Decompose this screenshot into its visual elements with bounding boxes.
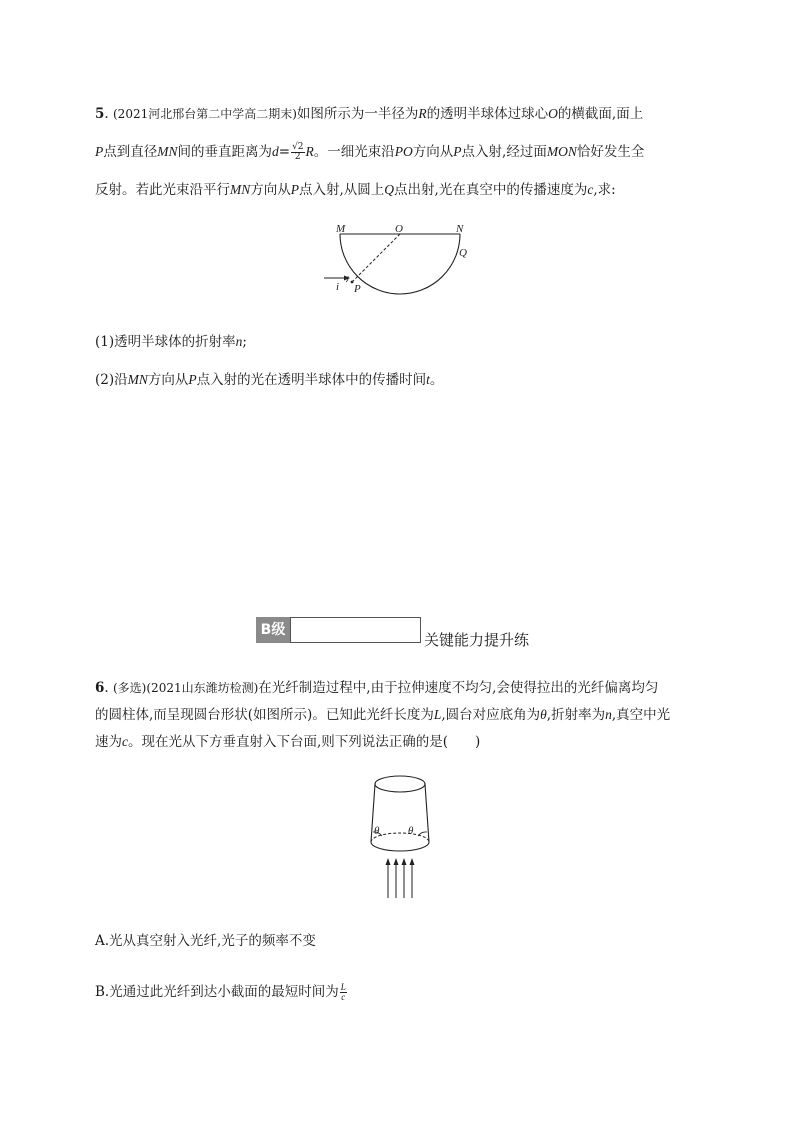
fiber-cone-figure [360, 770, 440, 902]
q5-var: O [548, 106, 558, 121]
arrow-icon [402, 858, 407, 865]
hemisphere-figure [320, 218, 480, 302]
label-n: N [456, 223, 464, 235]
q5-text: ; [242, 334, 247, 350]
q6-tag: (多选) [113, 681, 147, 695]
q5-text: 方向从 [250, 182, 291, 198]
light-arrows [386, 858, 415, 898]
level-badge: B级 [256, 617, 290, 643]
q5-var: P [290, 182, 299, 197]
bottom-front-arc [371, 842, 429, 851]
level-badge-box [290, 617, 421, 643]
point-p-dot [351, 281, 354, 284]
q5-text: = [278, 144, 291, 160]
dashed-ray-po [352, 234, 400, 282]
q5-var: c [587, 182, 594, 197]
q5-var: P [95, 144, 104, 159]
q6-text: 。现在光从下方垂直射入下台面,则下列说法正确的是( ) [128, 734, 481, 750]
q5-var: MN [127, 372, 148, 387]
label-o: O [395, 223, 403, 235]
q5-var: P [453, 144, 462, 159]
q5-source: (2021河北邢台第二中学高二期末) [113, 107, 297, 121]
q5-text: 反射。若此光束沿平行 [95, 182, 230, 198]
q5-text: (1)透明半球体的折射率 [95, 334, 236, 350]
q6-var: L [433, 707, 442, 722]
incident-arrow-icon [344, 276, 350, 281]
q5-text: 方向从 [412, 144, 454, 160]
q5-var: MN [157, 144, 178, 159]
q6-line-2 [95, 703, 670, 723]
bottom-back-arc [371, 833, 429, 842]
q6-text: 在光纤制造过程中,由于拉伸速度不均匀,会使得拉出的光纤偏离均匀 [258, 680, 659, 696]
q6-text: B.光通过此光纤到达小截面的最短时间为 [95, 984, 339, 1000]
q5-var: Q [384, 182, 395, 197]
q5-var: MN [230, 182, 251, 197]
q5-text: 。一细光束沿 [313, 144, 395, 160]
label-q: Q [459, 247, 467, 259]
q6-option-b [95, 980, 348, 1002]
q5-var: P [188, 372, 197, 387]
q6-var: c [122, 734, 128, 749]
q6-var: n [605, 707, 612, 722]
label-i: i [336, 281, 340, 293]
q5-var: MON [546, 144, 577, 159]
label-theta-right: θ [408, 825, 414, 837]
q5-line-2 [95, 140, 644, 162]
q5-line-1: 5. (2021河北邢台第二中学高二期末)如图所示为一半径为R的透明半球体过球心O的横截面,面上 [95, 106, 644, 122]
q5-text: 点入射,从圆上 [299, 182, 385, 198]
q5-var: n [235, 334, 243, 349]
q5-text: 的横截面,面上 [557, 106, 644, 122]
q5-text: 间的垂直距离为 [177, 144, 272, 160]
q5-text: 的透明半球体过球心 [426, 106, 549, 122]
q5-text: 恰好发生全 [576, 144, 645, 160]
q5-sub1 [95, 330, 247, 350]
q5-text: 如图所示为一半径为 [296, 106, 419, 122]
q6-text: ,圆台对应底角为 [441, 707, 541, 723]
q5-text: 。 [429, 372, 444, 388]
sqrt2-over-2-fraction: $\frac{√2}{2}$ [292, 142, 304, 162]
q6-text: 速为 [95, 734, 122, 750]
q6-option-a: A.光从真空射入光纤,光子的频率不变 [95, 933, 316, 949]
arrow-icon [394, 858, 399, 865]
q6-number: 6 [95, 680, 105, 696]
label-theta-left: θ [374, 825, 380, 837]
q5-var: d [272, 144, 279, 159]
q5-var: R [418, 106, 427, 121]
q6-source: (2021山东潍坊检测) [146, 681, 259, 695]
q6-text: ,折射率为 [546, 707, 606, 723]
q5-text: ,求: [593, 182, 616, 198]
q5-line-3 [95, 178, 616, 198]
right-side [425, 784, 429, 842]
label-m: M [336, 223, 346, 235]
label-p: P [354, 283, 361, 295]
l-over-c-fraction: $\frac{L}{c}$ [340, 982, 346, 1002]
q5-text: 点出射,光在真空中的传播速度为 [394, 182, 588, 198]
q5-text: 点入射的光在透明半球体中的传播时间 [196, 372, 427, 388]
q6-line-1: 6. (多选)(2021山东潍坊检测)在光纤制造过程中,由于拉伸速度不均匀,会使得拉出的光纤偏离均匀 [95, 680, 659, 696]
section-title: 关键能力提升练 [424, 631, 530, 649]
q6-text: 的圆柱体,而呈现圆台形状(如图所示)。已知此光纤长度为 [95, 707, 434, 723]
top-ellipse [375, 776, 425, 792]
q6-text: ,真空中光 [611, 707, 671, 723]
q6-var: θ [540, 707, 547, 722]
q5-text: 点到直径 [103, 144, 158, 160]
arrow-icon [410, 858, 415, 865]
q5-var: R [305, 144, 314, 159]
q5-text: (2)沿 [95, 372, 128, 388]
arrow-icon [386, 858, 391, 865]
q5-var: PO [394, 144, 413, 159]
q5-sub2 [95, 368, 443, 388]
q5-text: 点入射,经过面 [461, 144, 547, 160]
q5-text: 方向从 [147, 372, 189, 388]
q5-var: t [426, 372, 430, 387]
q6-line-3 [95, 730, 480, 750]
q5-number: 5 [95, 106, 105, 122]
